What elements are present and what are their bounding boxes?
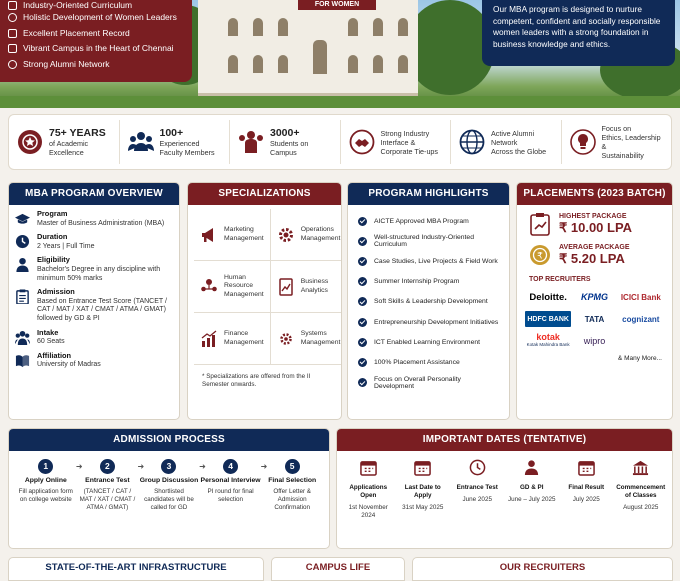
check-icon [358, 237, 367, 246]
overview-item: Eligibility Bachelor's Degree in any discipline with minimum 50% marks [9, 256, 179, 283]
highlight-item: Well-structured Industry-Oriented Curriculum [358, 231, 499, 251]
medal-icon [529, 243, 551, 267]
hero-banner [0, 0, 680, 108]
overview-item: Affiliation University of Madras [9, 352, 179, 370]
highlight-item: Case Studies, Live Projects & Field Work [358, 251, 499, 271]
hdfc-logo: HDFC BANK [525, 311, 571, 327]
lawn [0, 96, 680, 108]
tata-logo: TATA [584, 314, 605, 324]
placements-card [516, 182, 673, 420]
feature-item: Excellent Placement Record [8, 26, 184, 42]
campus-icon [8, 44, 17, 53]
placements-title: PLACEMENTS (2023 BATCH) [517, 183, 672, 205]
highest-package: HIGHEST PACKAGE ₹ 10.00 LPA [517, 212, 672, 236]
overview-item: Admission Based on Entrance Test Score (TANCET / CAT / MAT / XAT / CMAT / ATMA / GMAT) followed by GD & PI [9, 288, 179, 323]
clipboard-chart-icon [529, 212, 551, 236]
curriculum-icon [8, 1, 17, 10]
stat-item: Focus on Ethics, Leadership & Sustainability [562, 120, 672, 164]
person-icon [15, 257, 30, 272]
dates-timeline [337, 451, 672, 520]
graduation-cap-icon [15, 211, 30, 226]
date-item: Entrance Test June 2025 [450, 459, 505, 520]
lightbulb-icon [570, 129, 596, 155]
arrow-right-icon: ➜ [199, 462, 206, 471]
clipboard-icon [15, 289, 30, 304]
systems-network-icon [277, 330, 295, 348]
check-icon [358, 378, 367, 387]
check-icon [358, 358, 367, 367]
stat-item: 75+ YEARS of Academic Excellence [9, 120, 120, 164]
building-sign: FOR WOMEN [298, 0, 376, 10]
calendar-icon [360, 459, 377, 476]
program-intro: Our MBA program is designed to nurture competent, confident and socially responsible women leaders with a strong foundation in business knowledge and ethics. [482, 0, 675, 66]
analytics-icon [277, 278, 295, 296]
recruiter-logos [517, 283, 672, 349]
arrow-right-icon: ➜ [75, 462, 83, 471]
clock-icon [15, 234, 30, 249]
admission-card [8, 428, 330, 549]
specialization-finance: Finance Management [194, 313, 271, 365]
wipro-logo: wipro [583, 336, 606, 346]
highlight-item: Summer Internship Program [358, 272, 499, 292]
admission-step: 2 Entrance Test (TANCET / CAT / MAT / XAT / CMAT / ATMA / GMAT) ➜ [79, 461, 145, 511]
faculty-group-icon [128, 129, 154, 155]
group-icon [15, 330, 30, 345]
arrow-right-icon: ➜ [260, 462, 268, 471]
globe-icon [459, 129, 485, 155]
check-icon [358, 297, 367, 306]
highlight-item: Focus on Overall Personality Development [358, 373, 499, 393]
date-item: GD & PI June – July 2025 [505, 459, 560, 520]
specializations-note: * Specializations are offered from the II Semester onwards. [202, 373, 311, 388]
stat-item: 3000+ Students on Campus [230, 120, 341, 164]
check-icon [358, 338, 367, 347]
hr-people-icon [200, 278, 218, 296]
stat-item: 100+ Experienced Faculty Members [120, 120, 231, 164]
highlight-item: Soft Skills & Leadership Development [358, 292, 499, 312]
specializations-card [187, 182, 342, 420]
feature-list [0, 0, 192, 82]
specialization-operations: Operations Management [271, 209, 342, 261]
stats-bar [8, 114, 672, 170]
highlights-title: PROGRAM HIGHLIGHTS [348, 183, 509, 205]
our-recruiters-heading: OUR RECRUITERS [412, 557, 673, 581]
dates-title: IMPORTANT DATES (TENTATIVE) [337, 429, 672, 451]
overview-item: Intake 60 Seats [9, 329, 179, 347]
highlight-item: Entrepreneurship Development Initiatives [358, 312, 499, 332]
icici-logo: ICICI Bank [620, 292, 661, 302]
interview-icon [523, 459, 540, 476]
overview-card [8, 182, 180, 420]
women-leaders-icon [8, 13, 17, 22]
stat-item: Active Alumni Network Across the Globe [451, 120, 562, 164]
highlight-item: ICT Enabled Learning Environment [358, 332, 499, 352]
overview-title: MBA PROGRAM OVERVIEW [9, 183, 179, 205]
check-icon [358, 217, 367, 226]
highlights-card [347, 182, 510, 420]
building-icon [632, 459, 649, 476]
college-building-image [198, 0, 418, 96]
check-icon [358, 318, 367, 327]
average-package: ₹ AVERAGE PACKAGE ₹ 5.20 LPA [517, 243, 672, 267]
industry-handshake-icon [349, 129, 375, 155]
admission-title: ADMISSION PROCESS [9, 429, 329, 451]
feature-item: Holistic Development of Women Leaders [8, 10, 184, 26]
campus-life-heading: CAMPUS LIFE [271, 557, 405, 581]
clock-icon [469, 459, 486, 476]
cog-icon [277, 226, 295, 244]
admission-step: 1 Apply Online Fill application form on college website ➜ [18, 461, 83, 503]
highlights-list [348, 205, 509, 399]
arrow-right-icon: ➜ [137, 462, 145, 471]
award-emblem-icon [17, 129, 43, 155]
top-recruiters-title: TOP RECRUITERS [529, 276, 591, 283]
book-icon [15, 353, 30, 368]
deloitte-logo: Deloitte. [529, 291, 567, 303]
kotak-logo: kotak Kotak Mahindra Bank [526, 332, 570, 347]
students-icon [238, 129, 264, 155]
finance-chart-icon [200, 330, 218, 348]
feature-item: Vibrant Campus in the Heart of Chennai [8, 41, 184, 57]
admission-step: 5 Final Selection Offer Letter & Admission Confirmation [268, 461, 317, 511]
specialization-systems: Systems Management [271, 313, 342, 365]
specializations-grid [194, 209, 341, 365]
specializations-title: SPECIALIZATIONS [188, 183, 341, 205]
highlight-item: 100% Placement Assistance [358, 352, 499, 372]
feature-item: Strong Alumni Network [8, 57, 184, 73]
calendar-icon [578, 459, 595, 476]
dates-card [336, 428, 673, 549]
check-icon [358, 257, 367, 266]
check-icon [358, 277, 367, 286]
date-item: Applications Open 1st November 2024 [341, 459, 396, 520]
checklist-icon [8, 29, 17, 38]
infrastructure-heading: STATE-OF-THE-ART INFRASTRUCTURE [8, 557, 264, 581]
feature-item: Industry-Oriented Curriculum [8, 0, 184, 10]
stat-item: Strong Industry Interface & Corporate Tie-ups [341, 120, 452, 164]
date-item: Final Result July 2025 [559, 459, 614, 520]
more-recruiters: & Many More... [617, 355, 662, 362]
specialization-hr: Human Resource Management [194, 261, 271, 313]
highlight-item: AICTE Approved MBA Program [358, 211, 499, 231]
kpmg-logo: KPMG [580, 292, 608, 302]
admission-steps [9, 451, 329, 512]
overview-item: Duration 2 Years | Full Time [9, 233, 179, 251]
overview-item: Program Master of Business Administration (MBA) [9, 210, 179, 228]
specialization-marketing: Marketing Management [194, 209, 271, 261]
admission-step: 3 Group Discussion Shortlisted candidates will be called for GD ➜ [139, 461, 206, 511]
admission-step: 4 Personal Interview PI round for final selection ➜ [200, 461, 268, 503]
calendar-icon [414, 459, 431, 476]
date-item: Last Date to Apply 31st May 2025 [396, 459, 451, 520]
alumni-icon [8, 60, 17, 69]
cognizant-logo: cognizant [622, 314, 660, 324]
date-item: Commencement of Classes August 2025 [614, 459, 669, 520]
megaphone-icon [200, 226, 218, 244]
svg-text:₹: ₹ [537, 251, 543, 262]
specialization-analytics: Business Analytics [271, 261, 342, 313]
